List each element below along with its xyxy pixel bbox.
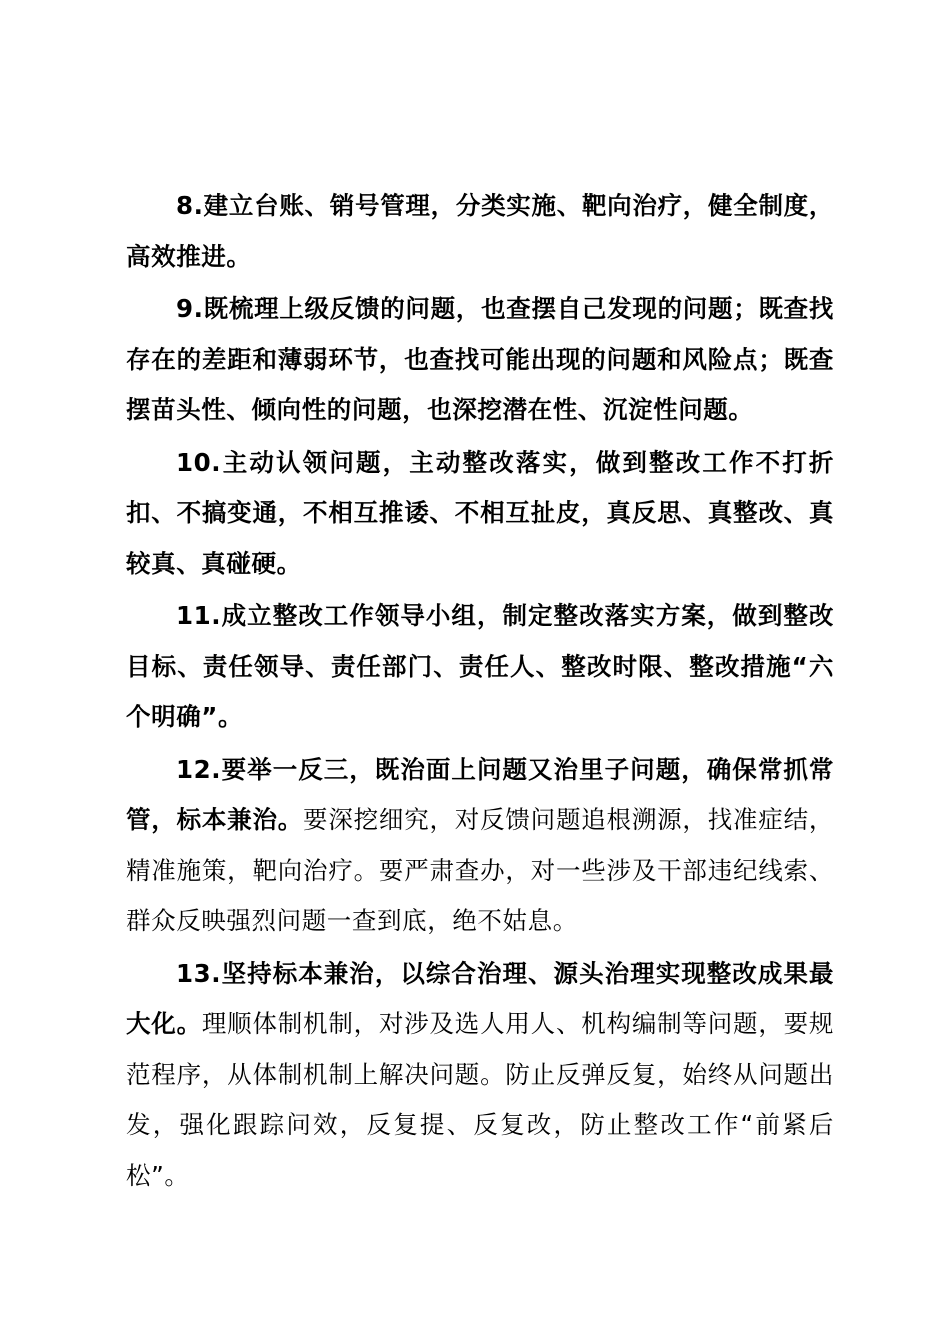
paragraph-12-bold: 12.要举一反三，既治面上问题又治里子问题，确保常抓常管，标本兼治。 [126,754,834,834]
paragraph-13 [126,949,834,1202]
paragraph-11-bold: 11.成立整改工作领导小组，制定整改落实方案，做到整改目标、责任领导、责任部门、责任人、整改时限、整改措施“六个明确”。 [126,601,834,731]
paragraph-10-bold: 10.主动认领问题，主动整改落实，做到整改工作不打折扣、不搞变通，不相互推诿、不相互扯皮，真反思、真整改、真较真、真碰硬。 [126,447,834,578]
paragraph-8 [126,181,834,282]
paragraph-12-text: 要深挖细究，对反馈问题追根溯源，找准症结，精准施策，靶向治疗。要严肃查办，对一些涉及干部违纪线索、群众反映强烈问题一查到底，绝不姑息。 [126,805,834,935]
paragraph-13-text: 理顺体制机制，对涉及选人用人、机构编制等问题，要规范程序，从体制机制上解决问题。防止反弹反复，始终从问题出发，强化跟踪问效，反复提、反复改，防止整改工作“前紧后松”。 [126,1009,834,1190]
paragraph-13-bold: 13.坚持标本兼治，以综合治理、源头治理实现整改成果最大化。 [126,958,834,1038]
paragraph-9-bold: 9.既梳理上级反馈的问题，也查摆自己发现的问题；既查找存在的差距和薄弱环节，也查找可能出现的问题和风险点；既查摆苗头性、倾向性的问题，也深挖潜在性、沉淀性问题。 [126,294,834,424]
paragraph-10 [126,438,834,590]
paragraph-11 [126,591,834,743]
paragraph-9 [126,284,834,436]
document-body [126,181,834,1203]
paragraph-8-bold: 8.建立台账、销号管理，分类实施、靶向治疗，健全制度，高效推进。 [126,191,834,271]
paragraph-12 [126,745,834,947]
